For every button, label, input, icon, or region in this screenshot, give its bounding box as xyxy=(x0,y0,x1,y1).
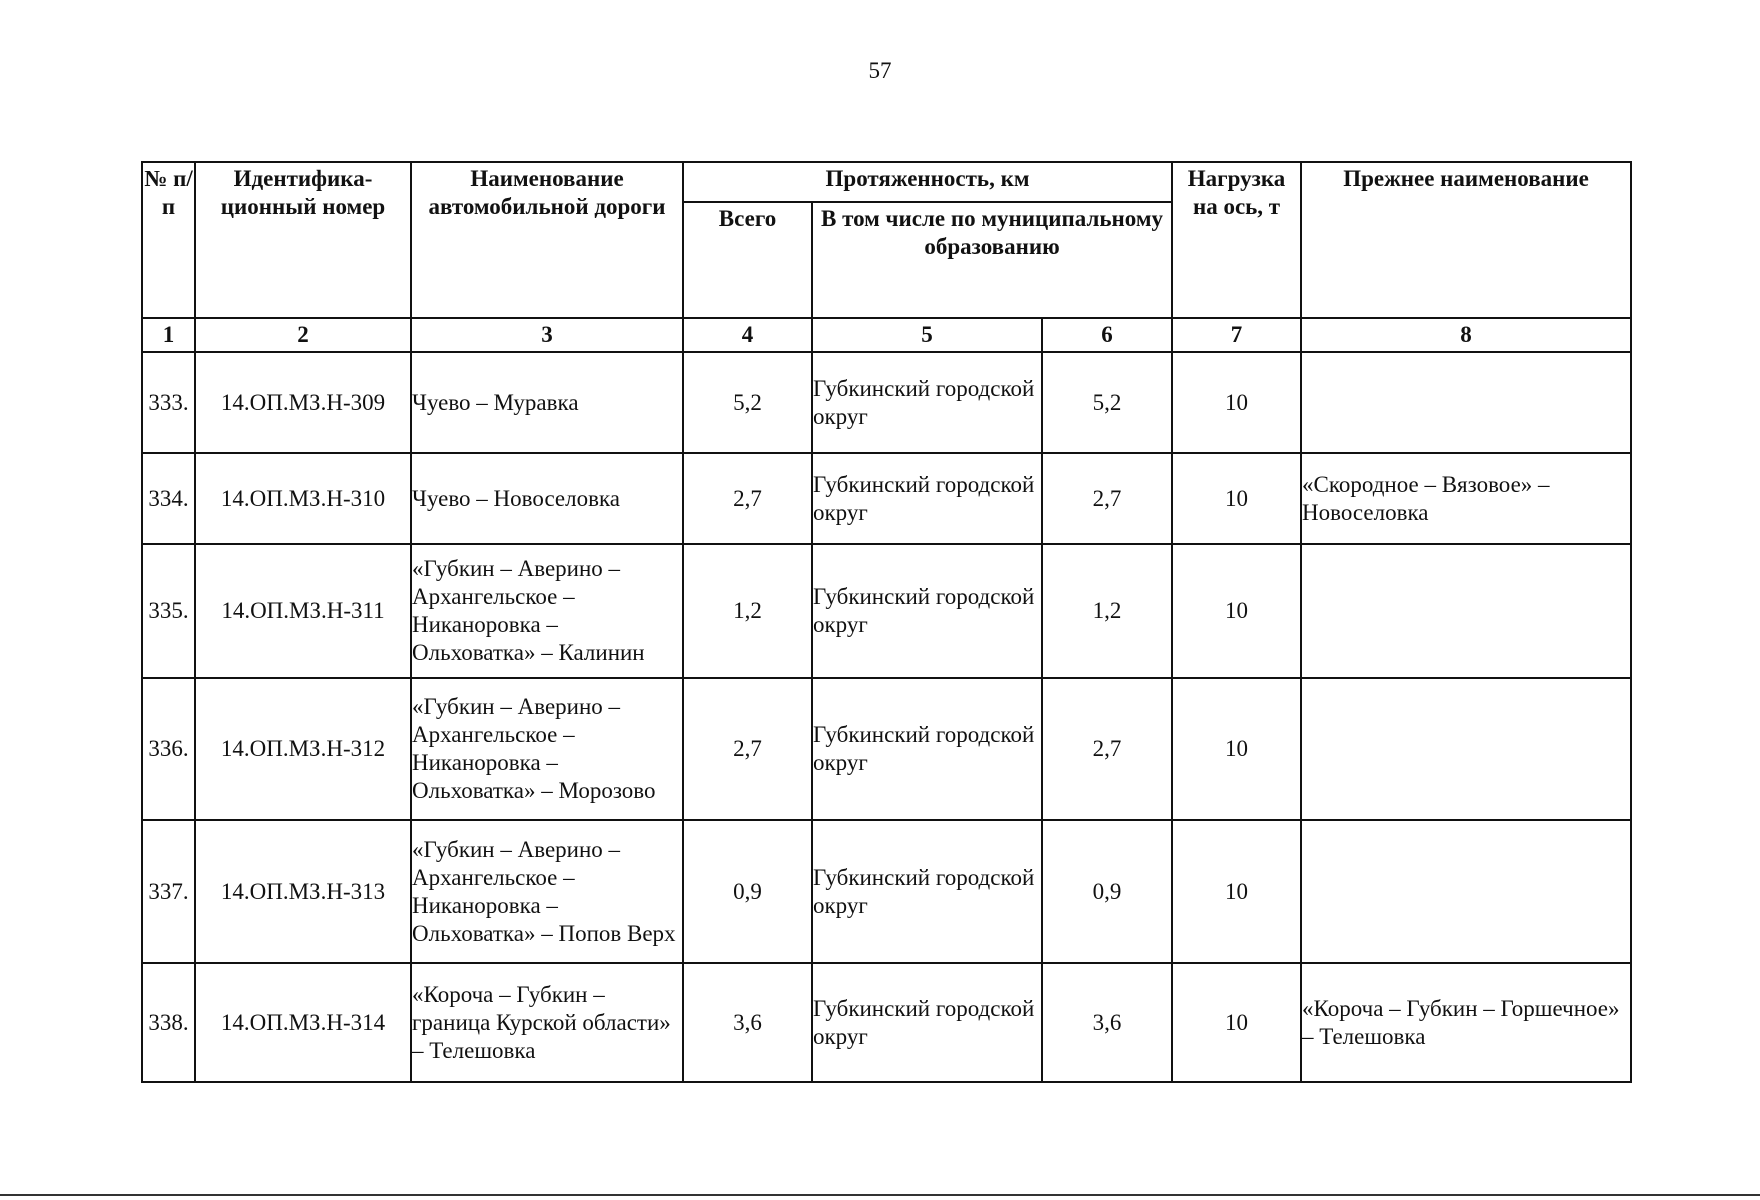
road-id: 14.ОП.МЗ.Н-312 xyxy=(195,678,411,820)
length-total: 2,7 xyxy=(683,453,812,544)
table-row xyxy=(142,544,1631,678)
municipality-length: 0,9 xyxy=(1042,820,1172,963)
header-length-group: Протяженность, км xyxy=(683,162,1172,202)
bottom-divider xyxy=(0,1194,1760,1196)
header-identifier: Идентифика-ционный номер xyxy=(195,162,411,318)
municipality-length: 2,7 xyxy=(1042,678,1172,820)
table-row xyxy=(142,453,1631,544)
axle-load: 10 xyxy=(1172,453,1301,544)
road-name: «Губкин – Аверино – Архангельское – Никаноровка – Ольховатка» – Морозово xyxy=(411,678,683,820)
axle-load: 10 xyxy=(1172,678,1301,820)
road-id: 14.ОП.МЗ.Н-313 xyxy=(195,820,411,963)
municipality: Губкинский городской округ xyxy=(812,678,1042,820)
column-number: 6 xyxy=(1042,318,1172,352)
row-number: 333. xyxy=(142,352,195,453)
municipality: Губкинский городской округ xyxy=(812,820,1042,963)
road-name: Чуево – Муравка xyxy=(411,352,683,453)
municipality: Губкинский городской округ xyxy=(812,963,1042,1082)
page-number: 57 xyxy=(868,58,892,83)
header-road-name: Наименование автомобильной дороги xyxy=(411,162,683,318)
column-number: 4 xyxy=(683,318,812,352)
column-number: 1 xyxy=(142,318,195,352)
former-name xyxy=(1301,544,1631,678)
column-number: 3 xyxy=(411,318,683,352)
column-number: 5 xyxy=(812,318,1042,352)
table-row xyxy=(142,963,1631,1082)
column-number-row xyxy=(142,318,1631,352)
axle-load: 10 xyxy=(1172,352,1301,453)
roads-table xyxy=(141,161,1632,1083)
header-by-municipality: В том числе по муниципальному образованию xyxy=(812,202,1172,318)
municipality: Губкинский городской округ xyxy=(812,352,1042,453)
road-id: 14.ОП.МЗ.Н-310 xyxy=(195,453,411,544)
table-row xyxy=(142,678,1631,820)
header-former-name: Прежнее наименование xyxy=(1301,162,1631,318)
municipality-length: 2,7 xyxy=(1042,453,1172,544)
row-number: 337. xyxy=(142,820,195,963)
table-row xyxy=(142,352,1631,453)
length-total: 5,2 xyxy=(683,352,812,453)
former-name: «Скородное – Вязовое» – Новоселовка xyxy=(1301,453,1631,544)
row-number: 338. xyxy=(142,963,195,1082)
road-name: «Губкин – Аверино – Архангельское – Никаноровка – Ольховатка» – Попов Верх xyxy=(411,820,683,963)
axle-load: 10 xyxy=(1172,544,1301,678)
row-number: 335. xyxy=(142,544,195,678)
length-total: 1,2 xyxy=(683,544,812,678)
length-total: 3,6 xyxy=(683,963,812,1082)
header-axle-load: Нагрузка на ось, т xyxy=(1172,162,1301,318)
column-number: 7 xyxy=(1172,318,1301,352)
length-total: 0,9 xyxy=(683,820,812,963)
municipality: Губкинский городской округ xyxy=(812,453,1042,544)
municipality-length: 5,2 xyxy=(1042,352,1172,453)
former-name: «Короча – Губкин – Горшечное» – Телешовка xyxy=(1301,963,1631,1082)
table-row xyxy=(142,820,1631,963)
axle-load: 10 xyxy=(1172,820,1301,963)
column-number: 2 xyxy=(195,318,411,352)
road-name: «Короча – Губкин – граница Курской области» – Телешовка xyxy=(411,963,683,1082)
municipality-length: 3,6 xyxy=(1042,963,1172,1082)
road-id: 14.ОП.МЗ.Н-309 xyxy=(195,352,411,453)
road-name: Чуево – Новоселовка xyxy=(411,453,683,544)
road-id: 14.ОП.МЗ.Н-314 xyxy=(195,963,411,1082)
former-name xyxy=(1301,820,1631,963)
municipality-length: 1,2 xyxy=(1042,544,1172,678)
row-number: 334. xyxy=(142,453,195,544)
axle-load: 10 xyxy=(1172,963,1301,1082)
road-name: «Губкин – Аверино – Архангельское – Никаноровка – Ольховатка» – Калинин xyxy=(411,544,683,678)
former-name xyxy=(1301,352,1631,453)
column-number: 8 xyxy=(1301,318,1631,352)
header-row xyxy=(142,162,1631,202)
header-total: Всего xyxy=(683,202,812,318)
header-number: № п/п xyxy=(142,162,195,318)
road-id: 14.ОП.МЗ.Н-311 xyxy=(195,544,411,678)
municipality: Губкинский городской округ xyxy=(812,544,1042,678)
row-number: 336. xyxy=(142,678,195,820)
former-name xyxy=(1301,678,1631,820)
length-total: 2,7 xyxy=(683,678,812,820)
